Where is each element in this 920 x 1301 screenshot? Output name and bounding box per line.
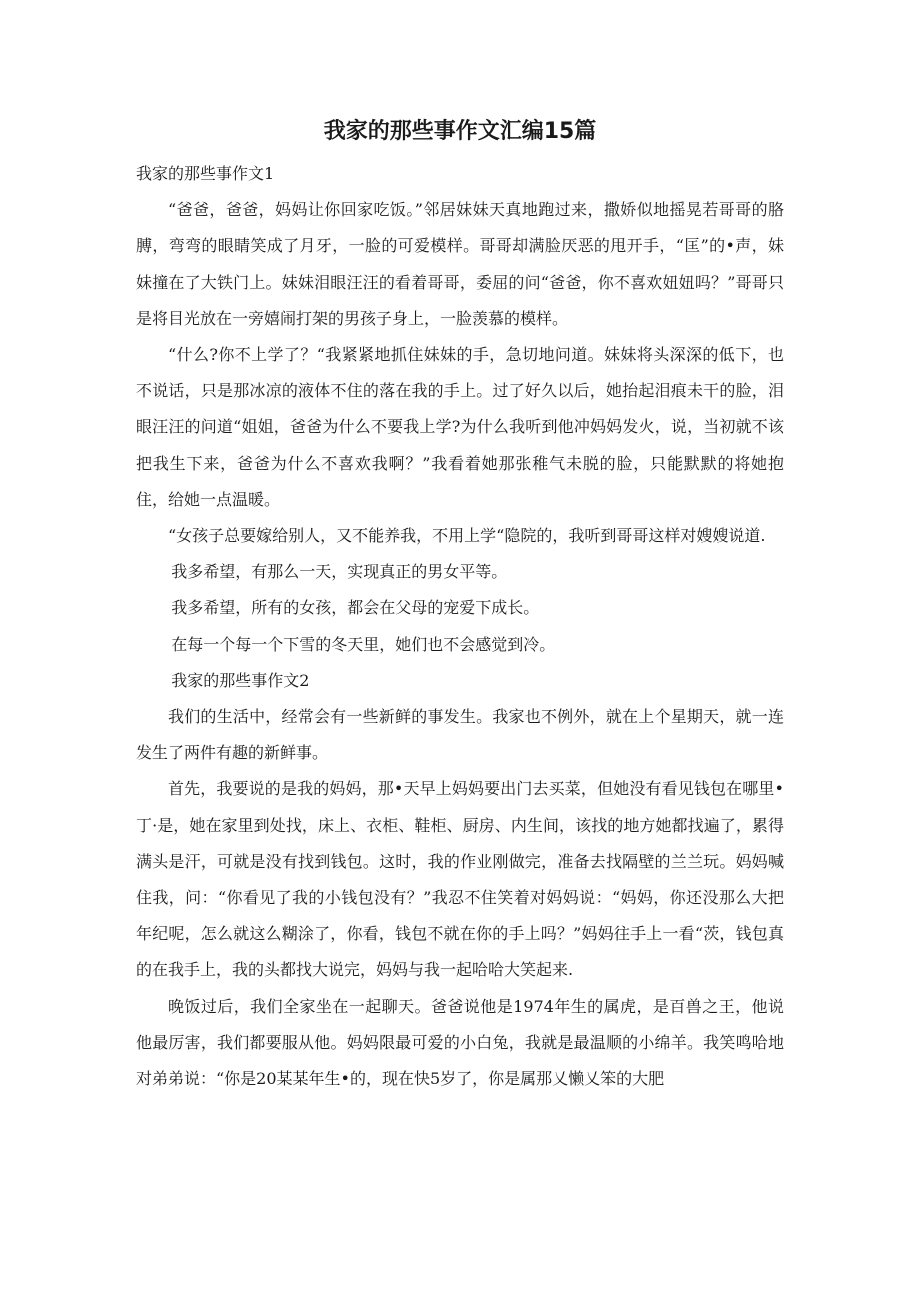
paragraph: 我们的生活中，经常会有一些新鲜的事发生。我家也不例外，就在上个星期天，就一连发生了两件有趣的新鲜事。 [136,707,784,763]
document-title: 我家的那些事作文汇编15篇 [323,119,597,144]
paragraph: 我多希望，有那么一天，实现真正的男女平等。 [171,562,508,582]
paragraph: “爸爸，爸爸，妈妈让你回家吃饭。”邻居妹妹天真地跑过来，撒娇似地摇晃若哥哥的胳膊，弯弯的眼睛笑成了月牙，一脸的可爱模样。哥哥却满脸厌恶的甩开手，“匡”的•声，妹妹撞在了大铁门上。妹妹泪眼汪汪的看着哥哥，委屈的问“爸爸，你不喜欢妞妞吗？”哥哥只是将目光放在一旁嬉闹打架的男孩子身上，一脸羡慕的模样。 [136,200,784,328]
document-body [136,156,784,1097]
paragraph: 晚饭过后，我们全家坐在一起聊天。爸爸说他是1974年生的属虎，是百兽之王，他说他最厉害，我们都要服从他。妈妈限最可爱的小白兔，我就是最温顺的小绵羊。我笑鸣哈地对弟弟说：“你是20某某年生•的，现在快5岁了，你是属那乂懒乂笨的大肥 [136,996,784,1089]
paragraph: 我多希望，所有的女孩，都会在父母的宠爱下成长。 [171,598,540,618]
section-heading-1: 我家的那些事作文1 [136,164,275,183]
paragraph: 首先，我要说的是我的妈妈，那•天早上妈妈要出门去买菜，但她没有看见钱包在哪里•丁·是，她在家里到处找，床上、衣柜、鞋柜、厨房、内生间，该找的地方她都找遍了，累得满头是汗，可就是没有找到钱包。这时，我的作业刚做完，准备去找隔壁的兰兰玩。妈妈喊住我，问：“你看见了我的小钱包没有？”我忍不住笑着对妈妈说：“妈妈，你还没那么大把年纪呢，怎么就这么糊涂了，你看，钱包不就在你的手上吗？”妈妈往手上一看“茨，钱包真的在我手上，我的头都找大说完，妈妈与我一起哈哈大笑起来. [136,779,784,980]
section-heading-2: 我家的那些事作文2 [171,670,310,690]
paragraph: 在每一个每一个下雪的冬天里，她们也不会感觉到冷。 [171,634,556,654]
paragraph: “女孩子总要嫁给别人，又不能养我，不用上学“隐院的，我听到哥哥这样对嫂嫂说道. [168,526,766,546]
paragraph: “什么?你不上学了？“我紧紧地抓住妹妹的手，急切地问道。妹妹将头深深的低下，也不说话，只是那冰凉的液体不住的落在我的手上。过了好久以后，她抬起泪痕未干的脸，泪眼汪汪的问道“姐姐，爸爸为什么不要我上学?为什么我听到他冲妈妈发火，说，当初就不该把我生下来，爸爸为什么不喜欢我啊？”我看着她那张稚气未脱的脸，只能默默的将她抱住，给她一点温暖。 [136,345,784,509]
